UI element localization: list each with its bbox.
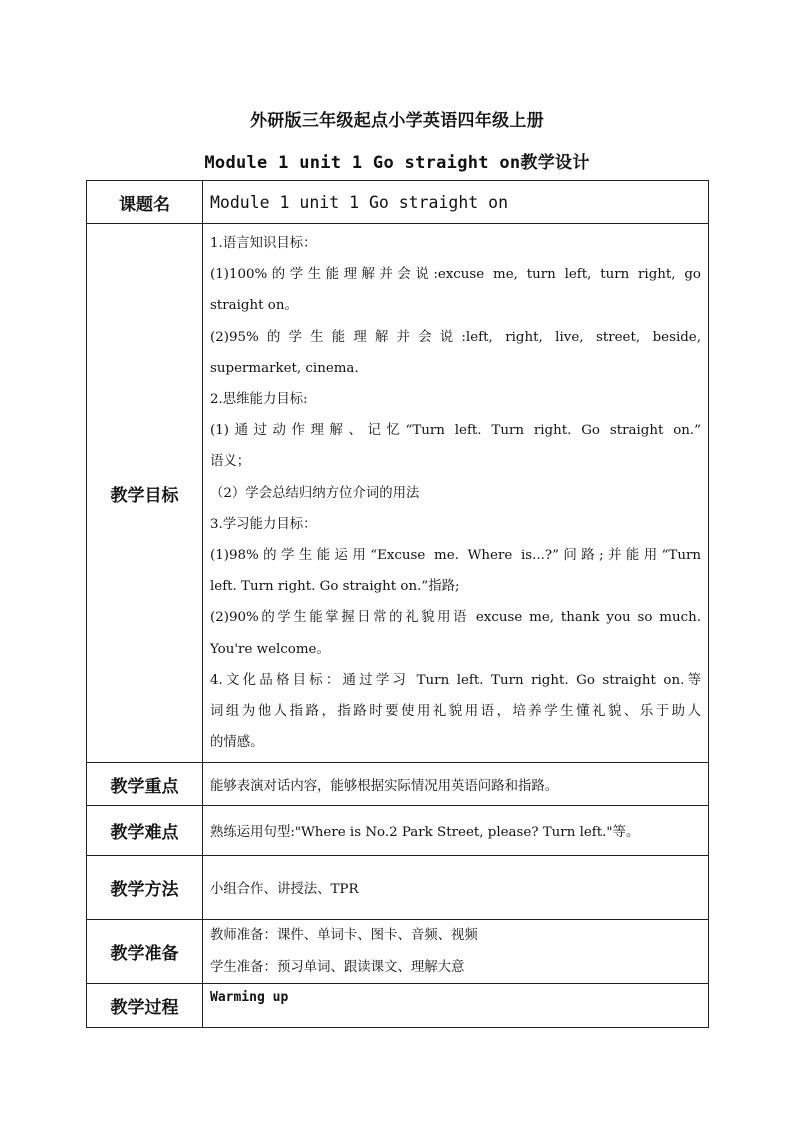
preparation-cell (203, 920, 709, 983)
key-points-value: 能够表演对话内容，能够根据实际情况用英语问路和指路。 (203, 763, 709, 806)
lesson-plan-table (86, 180, 709, 1028)
objective-line: 语义； (210, 454, 251, 470)
objectives-cell (203, 224, 709, 763)
objective-line: （2）学会总结归纳方位介词的用法 (210, 485, 420, 501)
methods-value: 小组合作、讲授法、TPR (203, 856, 709, 920)
objectives-list (210, 224, 701, 762)
objective-line: 2.思维能力目标: (210, 392, 308, 408)
table-row-topic (87, 181, 709, 224)
student-preparation: 学生准备：预习单词、跟读课文、理解大意 (210, 959, 465, 975)
topic-cell (203, 181, 709, 224)
page-title: 外研版三年级起点小学英语四年级上册 (249, 111, 545, 131)
objective-line: (2)95%的学生能理解并会说:left, right, live, street, beside, (210, 329, 701, 345)
topic-value: Module 1 unit 1 Go straight on (210, 192, 509, 212)
difficulties-value: 熟练运用句型:"Where is No.2 Park Street, please? Turn left."等。 (203, 806, 709, 856)
objective-line: (1)98%的学生能运用“Excuse me. Where is...?”问路;并能用“Turn (210, 548, 701, 564)
objective-line: You're welcome。 (210, 641, 330, 657)
page-subtitle: Module 1 unit 1 Go straight on教学设计 (204, 153, 590, 173)
methods-label: 教学方法 (87, 856, 203, 920)
objective-line: supermarket, cinema. (210, 360, 359, 376)
objective-line: 的情感。 (210, 735, 264, 751)
table-row-preparation (87, 920, 709, 983)
table-row-methods (87, 856, 709, 920)
preparation-label: 教学准备 (87, 920, 203, 983)
objective-line: 词组为他人指路，指路时要使用礼貌用语，培养学生懂礼貌、乐于助人 (210, 704, 701, 720)
difficulties-label: 教学难点 (87, 806, 203, 856)
table-row-key-points (87, 763, 709, 806)
objective-line: (1)通过动作理解、记忆“Turn left. Turn right. Go straight on.” (210, 423, 701, 439)
objective-line: 4.文化品格目标：通过学习 Turn left. Turn right. Go straight on.等 (210, 672, 701, 688)
objective-line: 1.语言知识目标： (210, 236, 317, 251)
table-row-difficulties (87, 806, 709, 856)
objective-line: left. Turn right. Go straight on.”指路; (210, 579, 460, 595)
table-row-process (87, 983, 709, 1027)
objectives-label: 教学目标 (87, 224, 203, 763)
objective-line: straight on。 (210, 298, 298, 314)
process-label: 教学过程 (87, 983, 203, 1027)
teacher-preparation: 教师准备：课件、单词卡、图卡、音频、视频 (210, 928, 478, 944)
process-cell (203, 983, 709, 1027)
process-step-warming-up: Warming up (210, 989, 289, 1005)
objective-line: (2)90%的学生能掌握日常的礼貌用语 excuse me, thank you so much. (210, 610, 701, 626)
objective-line: 3.学习能力目标： (210, 516, 317, 532)
topic-label: 课题名 (87, 181, 203, 224)
objective-line: (1)100%的学生能理解并会说:excuse me, turn left, turn right, go (210, 267, 701, 283)
key-points-label: 教学重点 (87, 763, 203, 806)
table-row-objectives (87, 224, 709, 763)
